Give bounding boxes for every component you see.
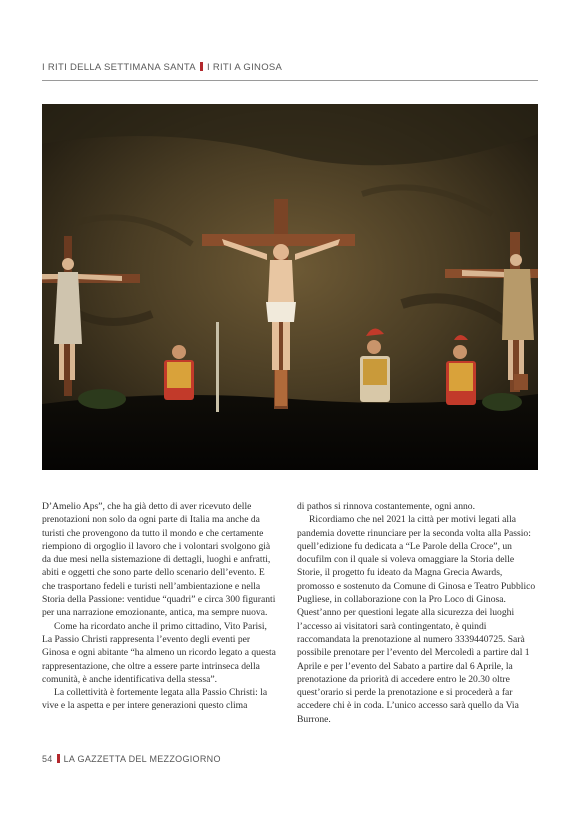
page-number: 54: [42, 754, 53, 764]
article-paragraph: Ricordiamo che nel 2021 la città per motivi legati alla pandemia dovette rinunciare per la seconda volta alla Passio: quell’edizione fu dedicata a “Le Parole della Croce”, un docufilm con il quale si voleva omaggiare la Storia delle Storie, il progetto fu ideato da Magna Grecia Awards, promosso e sostenuto da Comune di Ginosa e Teatro Pubblico Pugliese, in collaborazione con la Pro Loco di Ginosa. Quest’anno per questioni legate alla sicurezza dei luoghi l’accesso ai visitatori sarà contingentato, è quindi raccomandata la prenotazione al numero 3339440725. Sarà possibile prenotare per l’evento del Mercoledì a partire dal 1 Aprile e per l’evento del Sabato a partire dal 6 Aprile, la prenotazione da priorità di accedere entro le 20.30 oltre quest’orario si perde la prenotazione e si procederà a far accedere chi è in coda. L’unico accesso sarà quello da Via Burrone.: [297, 514, 536, 725]
article-paragraph: Come ha ricordato anche il primo cittadino, Vito Parisi, La Passio Christi rappresenta l’evento degli eventi per Ginosa e ogni abitante “ha almeno un ricordo legato a questa rappresentazione, che oltre a essere parte intrinseca della comunità, è anche identificativa della stessa”.: [42, 620, 276, 685]
header-subsection: I RITI A GINOSA: [206, 62, 283, 73]
running-header: [42, 62, 538, 73]
article-column-right: [297, 500, 537, 726]
header-rule: [42, 80, 538, 81]
article-paragraph: di pathos si rinnova costantemente, ogni anno.: [297, 501, 475, 512]
header-separator: [200, 62, 203, 71]
publication-name: LA GAZZETTA DEL MEZZOGIORNO: [63, 754, 221, 764]
footer-separator: [57, 754, 60, 763]
article-column-left: [42, 500, 276, 713]
article-paragraph: D’Amelio Aps”, che ha già detto di aver ricevuto delle prenotazioni non solo da ogni parte di Italia ma anche da turisti che provengono da tutto il mondo e che certamente riempiono di orgoglio il lavoro che i volontari svolgono già da due mesi nella sistemazione di dettagli, luoghi e anfratti, abiti e oggetti che sono parte dello scenario dell’evento. E che trasportano fedeli e turisti nell’ambientazione e nella Storia della Passione: ventidue “quadri” e circa 300 figuranti per una narrazione emozionante, antica, ma sempre nuova.: [42, 501, 276, 619]
header-section: I RITI DELLA SETTIMANA SANTA: [42, 62, 196, 73]
crucifixion-scene-photo: [42, 104, 538, 470]
article-paragraph: La collettività è fortemente legata alla Passio Christi: la vive e la aspetta e per intere generazioni questo clima: [42, 687, 268, 712]
page-footer: [42, 754, 221, 764]
